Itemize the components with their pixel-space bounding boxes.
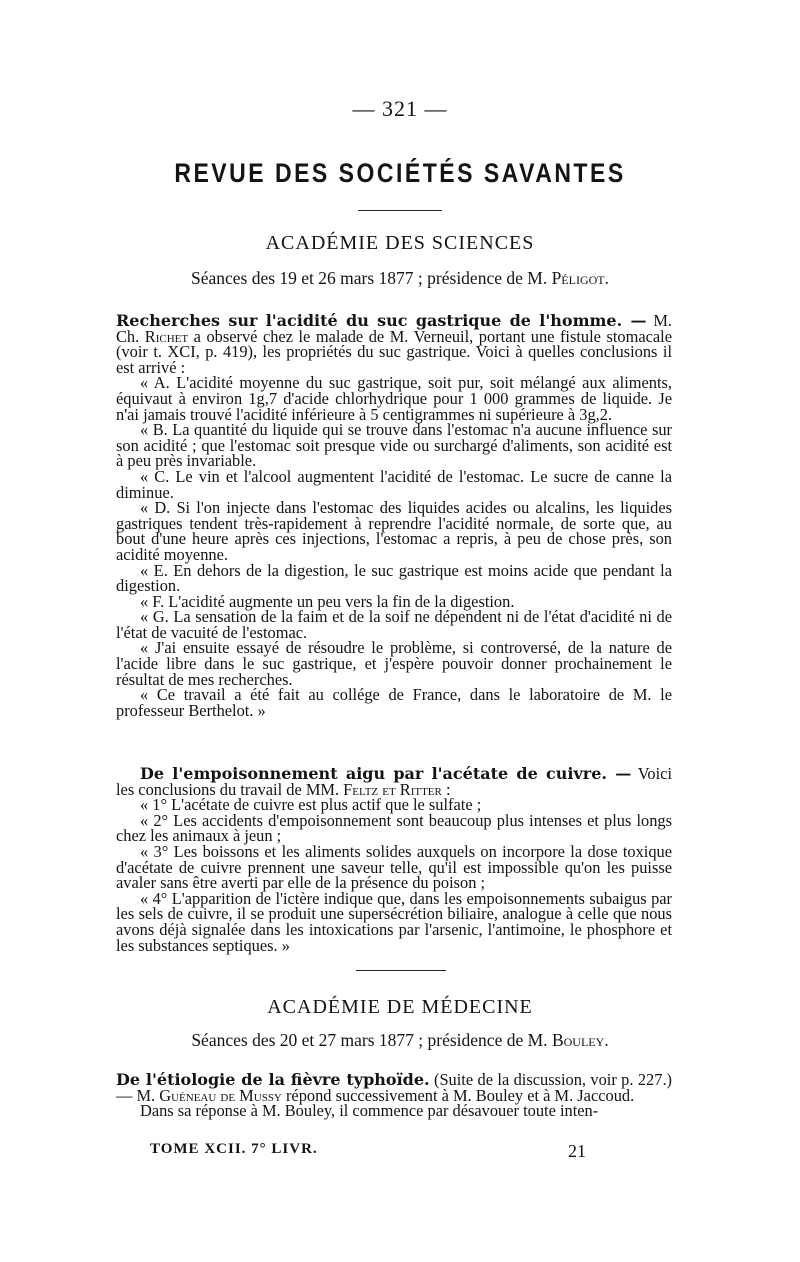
paragraph: « C. Le vin et l'alcool augmentent l'acidité de l'estomac. Le sucre de canne la diminue. <box>116 466 672 502</box>
article-gastric-acidity <box>116 313 672 718</box>
president-name: Bouley <box>551 1030 605 1050</box>
article-intro: De l'étiologie de la fièvre typhoïde. (Suite de la discussion, voir p. 227.) — M. Guéneau de Mussy répond successivement à M. Bouley et à M. Jaccoud. <box>116 1070 673 1105</box>
paragraph: « A. L'acidité moyenne du suc gastrique, soit pur, soit mélangé aux aliments, équivaut à environ 1g,7 d'acide chlorhydrique pour 1 000 grammes de liquide. Je n'ai jamais trouvé l'acidité inférieure à 5 centigrammes ni supérieure à 3g,2. <box>116 373 672 424</box>
paragraph: « F. L'acidité augmente un peu vers la fin de la digestion. <box>140 591 515 611</box>
author-name: Guéneau de Mussy <box>159 1085 282 1105</box>
sheet-signature: 21 <box>568 1141 586 1161</box>
paragraph: « E. En dehors de la digestion, le suc gastrique est moins acide que pendant la digestion. <box>116 560 672 596</box>
article-intro: De l'empoisonnement aigu par l'acétate de cuivre. — Voici les conclusions du travail de MM. Feltz et Ritter : <box>116 764 672 799</box>
section-rule <box>356 970 446 971</box>
paragraph: « 4° L'apparition de l'ictère indique que, dans les empoisonnements subaigus par les sels de cuivre, il se produit une supersécrétion biliaire, analogue à celle que nous avons déjà signalée dans les intoxications par l'arsenic, l'antimoine, le phosphore et les substances septiques. » <box>116 888 672 955</box>
paragraph: Dans sa réponse à M. Bouley, il commence par désavouer toute inten- <box>140 1101 599 1121</box>
volume-signature: TOME XCII. 7° LIVR. <box>150 1141 318 1157</box>
paragraph: « Ce travail a été fait au collége de France, dans le laboratoire de M. le professeur Berthelot. » <box>116 685 672 720</box>
article-heading: De l'étiologie de la fièvre typhoïde. <box>116 1070 430 1089</box>
article-heading: De l'empoisonnement aigu par l'acétate de cuivre. — <box>140 764 632 783</box>
academy-title-sciences: ACADÉMIE DES SCIENCES <box>265 232 535 254</box>
article-typhoid-etiology <box>116 1072 672 1119</box>
president-name: Péligot <box>551 268 605 288</box>
session-line-medecine: Séances des 20 et 27 mars 1877 ; présidence de M. Bouley. <box>191 1030 609 1050</box>
session-line-sciences: Séances des 19 et 26 mars 1877 ; présidence de M. Péligot. <box>190 268 610 288</box>
paragraph: « 3° Les boissons et les aliments solides auxquels on incorpore la dose toxique d'acétate de cuivre prennent une saveur telle, qu'il est impossible qu'on les puisse avaler sans être averti par elle de la présence du poison ; <box>116 841 672 893</box>
paragraph: « B. La quantité du liquide qui se trouve dans l'estomac n'a aucune influence sur son acidité ; que l'estomac soit presque vide ou surchargé d'aliments, son acidité est à peu près invariable. <box>116 420 672 471</box>
author-names: Feltz et Ritter <box>343 779 442 799</box>
rubric-title: REVUE DES SOCIÉTÉS SAVANTES <box>174 157 626 188</box>
title-rule <box>358 210 442 211</box>
page-number: — 321 — <box>352 96 448 121</box>
paragraph: « D. Si l'on injecte dans l'estomac des liquides acides ou alcalins, les liquides gastriques tendent très-rapidement à reprendre l'acidité normale, de sorte que, au bout d'une heure après ces injections, l'estomac a repris, à peu de chose près, son acidité moyenne. <box>116 498 672 564</box>
article-copper-acetate <box>116 766 672 953</box>
academy-title-medecine: ACADÉMIE DE MÉDECINE <box>267 996 533 1018</box>
article-intro: Recherches sur l'acidité du suc gastrique de l'homme. — M. Ch. Richet a observé chez le malade de M. Verneuil, portant une fistule stomacale (voir t. XCI, p. 419), les propriétés du suc gastrique. Voici à quelles conclusions il est arrivé : <box>116 311 672 377</box>
article-heading: Recherches sur l'acidité du suc gastrique de l'homme. — <box>116 311 647 330</box>
paragraph: « 2° Les accidents d'empoisonnement sont beaucoup plus intenses et plus longs chez les animaux à jeun ; <box>116 810 672 846</box>
paragraph: « J'ai ensuite essayé de résoudre le problème, si controversé, de la nature de l'acide libre dans le suc gastrique, et j'espère pouvoir donner prochainement le résultat de mes recherches. <box>116 638 672 689</box>
paragraph: « 1° L'acétate de cuivre est plus actif que le sulfate ; <box>140 795 482 815</box>
author-name: Richet <box>144 326 189 346</box>
paragraph: « G. La sensation de la faim et de la soif ne dépendent ni de l'état d'acidité ni de l'état de vacuité de l'estomac. <box>116 607 672 642</box>
